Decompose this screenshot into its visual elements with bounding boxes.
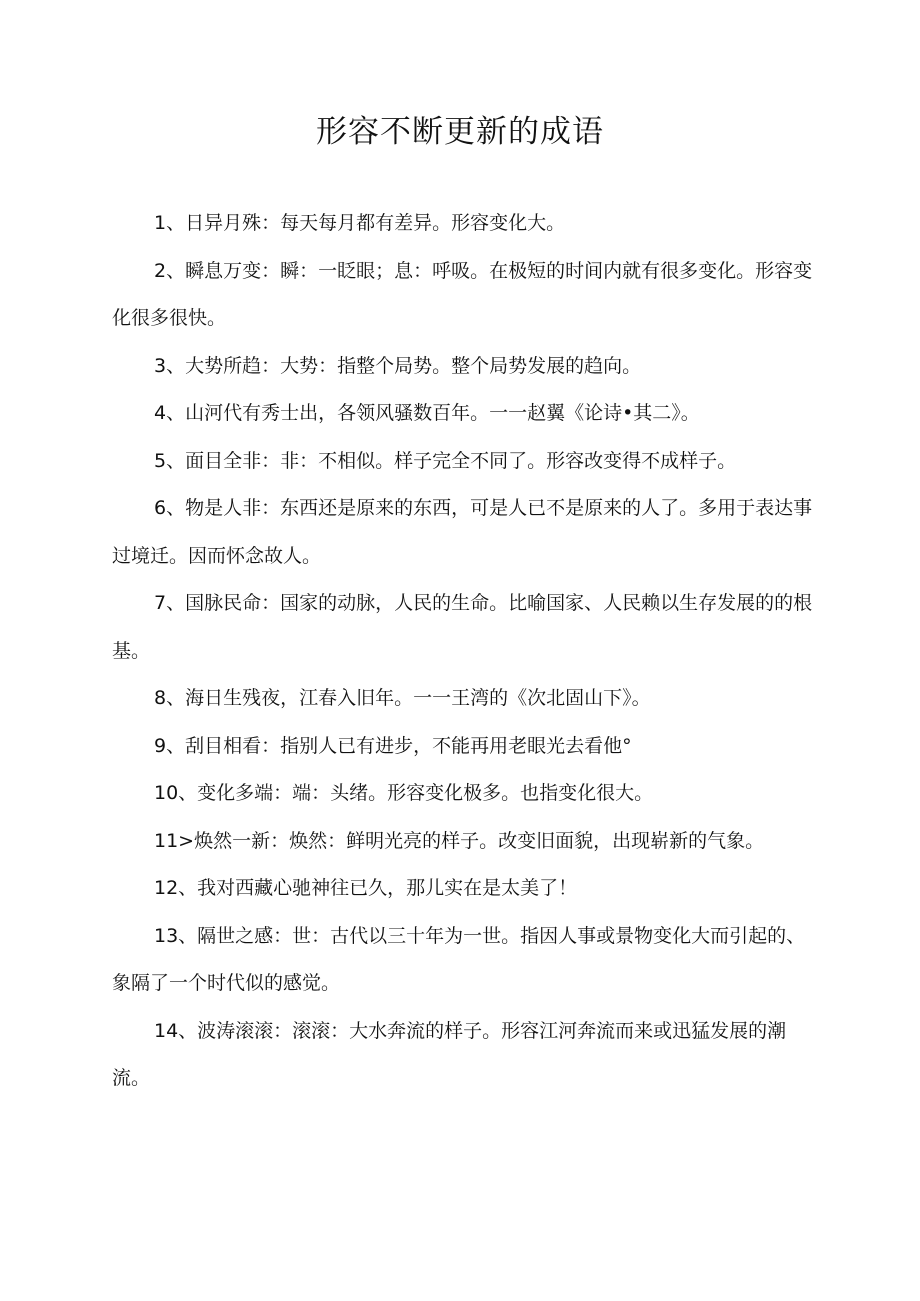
idiom-item-13: 13、隔世之感：世：古代以三十年为一世。指因人事或景物变化大而引起的、象隔了一个时代似的感觉。	[112, 924, 806, 994]
idiom-item-8: 8、海日生残夜，江春入旧年。一一王湾的《次北固山下》。	[154, 687, 651, 709]
idiom-item-3: 3、大势所趋：大势：指整个局势。整个局势发展的趋向。	[154, 354, 642, 377]
idiom-item-14: 14、波涛滚滚：滚滚：大水奔流的样子。形容江河奔流而来或迅猛发展的潮流。	[112, 1019, 787, 1089]
idiom-list	[112, 200, 824, 1103]
idiom-item-7: 7、国脉民命：国家的动脉，人民的生命。比喻国家、人民赖以生存发展的的根基。	[112, 592, 813, 662]
idiom-item-4: 4、山河代有秀士出，各领风骚数百年。一一赵翼《论诗•其二》。	[154, 402, 700, 424]
idiom-item-1: 1、日异月殊：每天每月都有差异。形容变化大。	[154, 212, 566, 234]
idiom-item-2: 2、瞬息万变：瞬：一眨眼；息：呼吸。在极短的时间内就有很多变化。形容变化很多很快。	[112, 259, 813, 329]
idiom-item-5: 5、面目全非：非：不相似。样子完全不同了。形容改变得不成样子。	[154, 449, 737, 472]
idiom-item-10: 10、变化多端：端：头绪。形容变化极多。也指变化很大。	[154, 782, 654, 804]
idiom-item-6: 6、物是人非：东西还是原来的东西，可是人已不是原来的人了。多用于表达事过境迁。因而怀念故人。	[112, 497, 813, 567]
idiom-item-9: 9、刮目相看：指别人已有进步，不能再用老眼光去看他°	[154, 734, 632, 757]
idiom-item-11: 11>焕然一新：焕然：鲜明光亮的样子。改变旧面貌，出现崭新的气象。	[154, 829, 765, 852]
page-title: 形容不断更新的成语	[316, 114, 604, 150]
idiom-item-12: 12、我对西藏心驰神往已久，那儿实在是太美了！	[154, 877, 578, 899]
